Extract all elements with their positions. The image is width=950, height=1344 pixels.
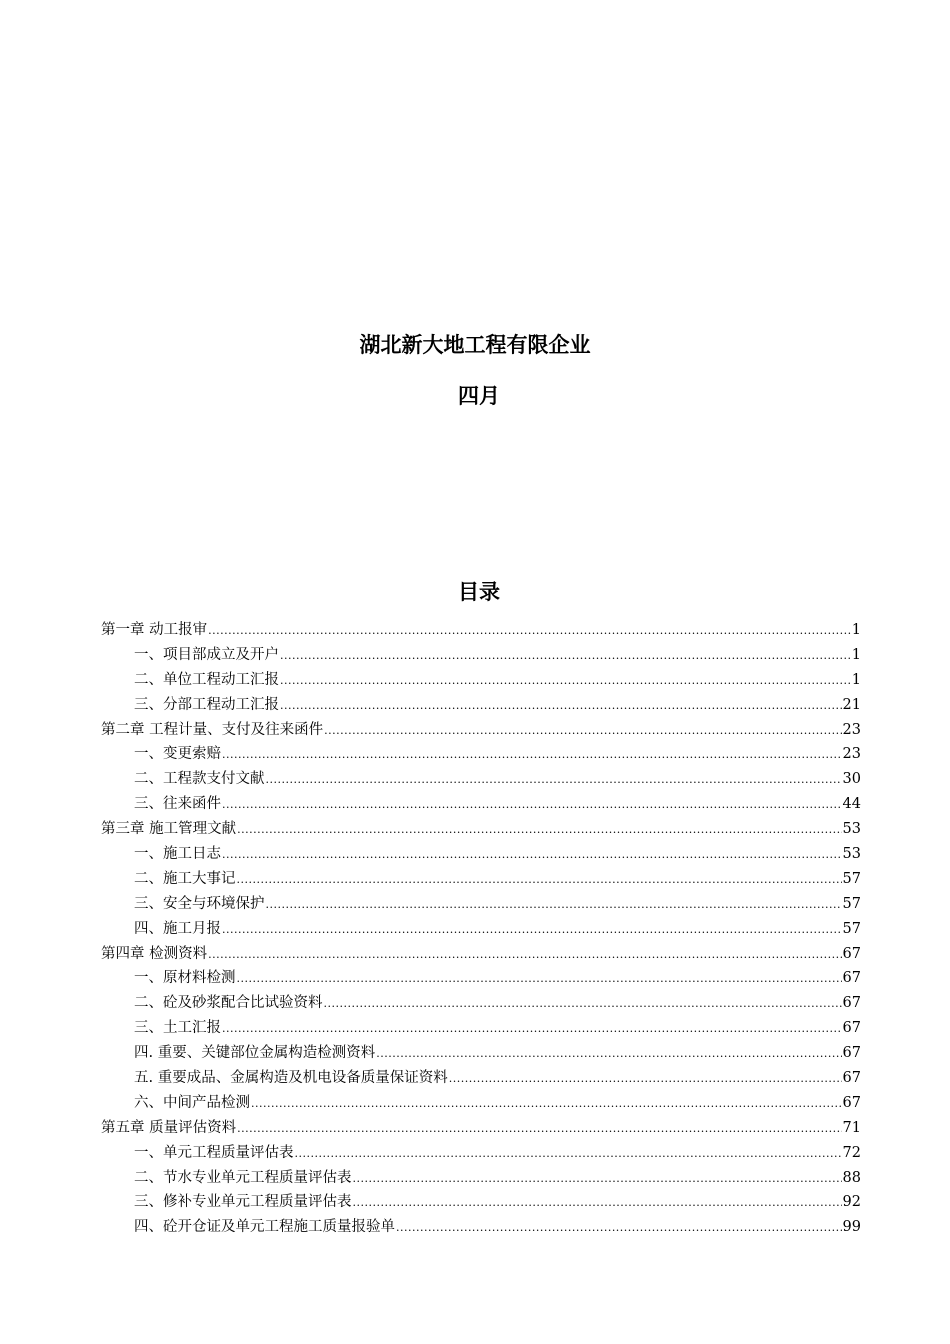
toc-page-number: 99 bbox=[842, 1219, 861, 1236]
toc-entry-title: 五. 重要成品、金属构造及机电设备质量保证资料 bbox=[134, 1070, 448, 1087]
toc-section-entry[interactable] bbox=[101, 1016, 861, 1041]
toc-page-number: 57 bbox=[842, 895, 861, 912]
toc-dot-leader bbox=[208, 943, 841, 968]
toc-dot-leader bbox=[353, 1191, 842, 1216]
toc-page-number: 71 bbox=[842, 1119, 861, 1136]
toc-page-number: 44 bbox=[842, 796, 861, 813]
toc-page-number: 1 bbox=[851, 646, 861, 663]
toc-page-number: 67 bbox=[842, 995, 861, 1012]
toc-entry-title: 第一章 动工报审 bbox=[101, 622, 208, 638]
toc-entry-title: 三、安全与环境保护 bbox=[134, 895, 265, 912]
toc-dot-leader bbox=[237, 967, 842, 992]
toc-entry-title: 第五章 质量评估资料 bbox=[101, 1119, 237, 1136]
toc-chapter-entry[interactable] bbox=[101, 817, 861, 842]
toc-entry-title: 一、变更索赔 bbox=[134, 746, 221, 763]
toc-section-entry[interactable] bbox=[101, 1190, 861, 1215]
toc-dot-leader bbox=[237, 868, 842, 893]
toc-page-number: 53 bbox=[842, 821, 861, 838]
toc-chapter-entry[interactable] bbox=[101, 1116, 861, 1141]
toc-section-entry[interactable] bbox=[101, 1215, 861, 1240]
toc-section-entry[interactable] bbox=[101, 1066, 861, 1091]
toc-dot-leader bbox=[324, 992, 842, 1017]
toc-dot-leader bbox=[280, 694, 842, 719]
toc-entry-title: 三、分部工程动工汇报 bbox=[134, 696, 279, 713]
toc-page-number: 67 bbox=[842, 1020, 861, 1037]
toc-dot-leader bbox=[266, 893, 842, 918]
toc-page-number: 92 bbox=[842, 1194, 861, 1211]
toc-dot-leader bbox=[280, 669, 851, 694]
toc-dot-leader bbox=[266, 768, 842, 793]
table-of-contents bbox=[101, 618, 861, 1240]
document-date: 四月 bbox=[458, 384, 500, 408]
toc-entry-title: 三、往来函件 bbox=[134, 796, 221, 813]
toc-dot-leader bbox=[222, 1017, 842, 1042]
toc-entry-title: 六、中间产品检测 bbox=[134, 1094, 250, 1111]
toc-dot-leader bbox=[251, 1092, 842, 1117]
toc-entry-title: 二、砼及砂浆配合比试验资料 bbox=[134, 995, 323, 1012]
toc-dot-leader bbox=[237, 1117, 841, 1142]
toc-section-entry[interactable] bbox=[101, 1141, 861, 1166]
toc-dot-leader bbox=[295, 1142, 842, 1167]
toc-entry-title: 二、节水专业单元工程质量评估表 bbox=[134, 1169, 352, 1186]
toc-entry-title: 一、单元工程质量评估表 bbox=[134, 1144, 294, 1161]
toc-chapter-entry[interactable] bbox=[101, 718, 861, 743]
toc-section-entry[interactable] bbox=[101, 767, 861, 792]
toc-entry-title: 一、项目部成立及开户 bbox=[134, 646, 279, 663]
toc-entry-title: 三、修补专业单元工程质量评估表 bbox=[134, 1194, 352, 1211]
toc-entry-title: 二、工程款支付文献 bbox=[134, 771, 265, 788]
toc-dot-leader bbox=[222, 743, 842, 768]
toc-section-entry[interactable] bbox=[101, 917, 861, 942]
toc-chapter-entry[interactable] bbox=[101, 618, 861, 643]
toc-page-number: 1 bbox=[851, 622, 861, 638]
toc-section-entry[interactable] bbox=[101, 991, 861, 1016]
toc-dot-leader bbox=[280, 644, 851, 669]
toc-entry-title: 一、原材料检测 bbox=[134, 970, 236, 987]
toc-entry-title: 第三章 施工管理文献 bbox=[101, 821, 237, 838]
toc-page-number: 67 bbox=[842, 1045, 861, 1062]
toc-page-number: 88 bbox=[842, 1169, 861, 1186]
toc-page-number: 1 bbox=[851, 671, 861, 688]
toc-dot-leader bbox=[324, 719, 841, 744]
toc-section-entry[interactable] bbox=[101, 867, 861, 892]
toc-section-entry[interactable] bbox=[101, 966, 861, 991]
toc-entry-title: 二、施工大事记 bbox=[134, 870, 236, 887]
toc-page-number: 30 bbox=[842, 771, 861, 788]
toc-entry-title: 四、砼开仓证及单元工程施工质量报验单 bbox=[134, 1219, 395, 1236]
toc-dot-leader bbox=[222, 843, 842, 868]
toc-dot-leader bbox=[449, 1067, 842, 1092]
toc-dot-leader bbox=[222, 918, 842, 943]
toc-title: 目录 bbox=[458, 580, 500, 604]
toc-page-number: 57 bbox=[842, 870, 861, 887]
toc-entry-title: 四、施工月报 bbox=[134, 920, 221, 937]
toc-dot-leader bbox=[396, 1216, 842, 1241]
toc-section-entry[interactable] bbox=[101, 693, 861, 718]
toc-page-number: 72 bbox=[842, 1144, 861, 1161]
company-name: 湖北新大地工程有限企业 bbox=[359, 333, 591, 357]
toc-entry-title: 第四章 检测资料 bbox=[101, 945, 208, 962]
toc-page-number: 67 bbox=[842, 1094, 861, 1111]
toc-section-entry[interactable] bbox=[101, 842, 861, 867]
toc-page-number: 21 bbox=[842, 696, 861, 713]
toc-section-entry[interactable] bbox=[101, 643, 861, 668]
toc-section-entry[interactable] bbox=[101, 742, 861, 767]
toc-entry-title: 四. 重要、关键部位金属构造检测资料 bbox=[134, 1045, 376, 1062]
toc-page-number: 53 bbox=[842, 846, 861, 863]
toc-section-entry[interactable] bbox=[101, 892, 861, 917]
toc-page-number: 23 bbox=[842, 721, 861, 738]
toc-section-entry[interactable] bbox=[101, 668, 861, 693]
toc-section-entry[interactable] bbox=[101, 1166, 861, 1191]
toc-page-number: 57 bbox=[842, 920, 861, 937]
toc-entry-title: 第二章 工程计量、支付及往来函件 bbox=[101, 721, 324, 738]
toc-dot-leader bbox=[353, 1167, 842, 1192]
toc-section-entry[interactable] bbox=[101, 1091, 861, 1116]
toc-page-number: 23 bbox=[842, 746, 861, 763]
toc-section-entry[interactable] bbox=[101, 792, 861, 817]
toc-entry-title: 三、土工汇报 bbox=[134, 1020, 221, 1037]
toc-page-number: 67 bbox=[842, 1070, 861, 1087]
toc-page-number: 67 bbox=[842, 945, 861, 962]
toc-page-number: 67 bbox=[842, 970, 861, 987]
toc-dot-leader bbox=[208, 619, 851, 644]
toc-chapter-entry[interactable] bbox=[101, 942, 861, 967]
toc-entry-title: 二、单位工程动工汇报 bbox=[134, 671, 279, 688]
toc-dot-leader bbox=[237, 818, 841, 843]
toc-entry-title: 一、施工日志 bbox=[134, 846, 221, 863]
toc-dot-leader bbox=[222, 793, 842, 818]
toc-section-entry[interactable] bbox=[101, 1041, 861, 1066]
toc-dot-leader bbox=[376, 1042, 841, 1067]
